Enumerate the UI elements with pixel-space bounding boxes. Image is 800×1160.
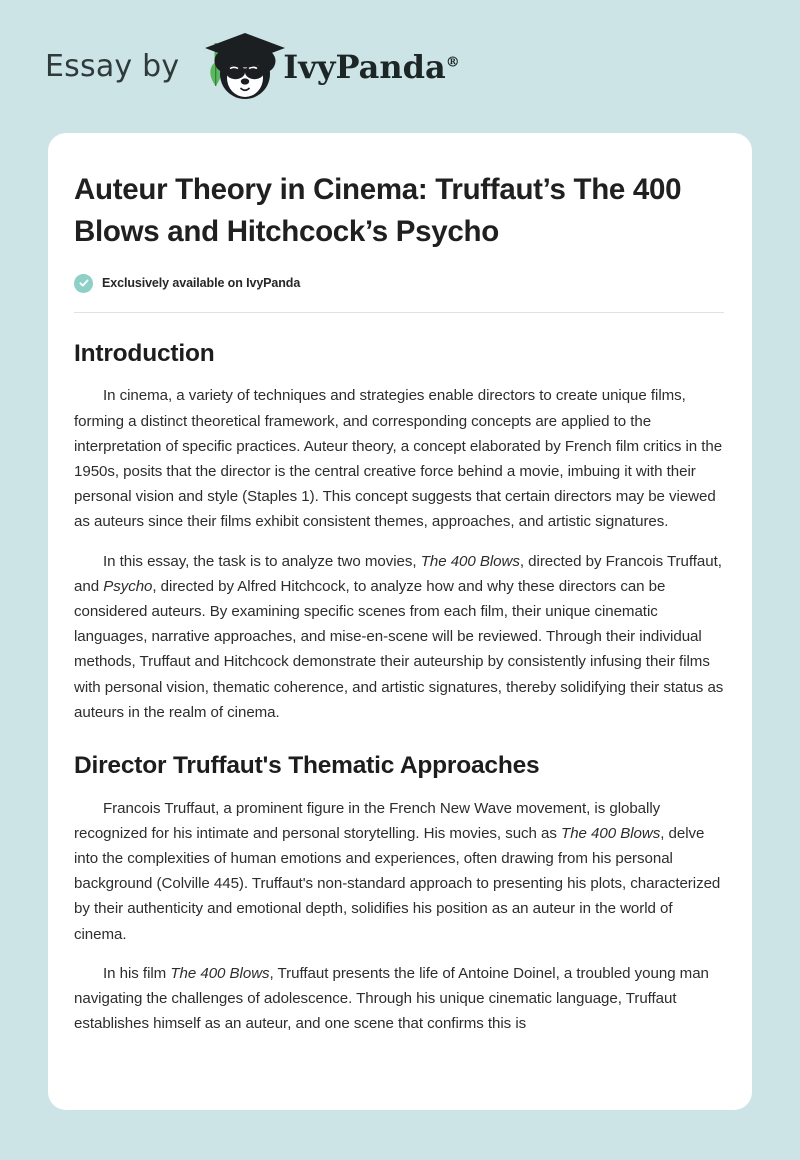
section-heading-director-truffauts-thematic-approaches: Director Truffaut's Thematic Approaches	[74, 752, 540, 780]
brand-header	[0, 0, 800, 133]
check-circle-icon	[74, 274, 93, 293]
title-divider	[74, 312, 724, 313]
ivypanda-wordmark	[283, 47, 460, 86]
status-badge: Exclusively available on IvyPanda	[102, 276, 301, 291]
paragraph	[74, 961, 724, 1037]
text-run: , directed by Francois Truffaut, and	[74, 552, 722, 595]
section-heading-introduction: Introduction	[74, 339, 215, 367]
paragraph	[74, 549, 724, 725]
ivypanda-logo-link[interactable]	[193, 28, 459, 106]
text-run: Francois Truffaut, a prominent figure in the French New Wave movement, is globally recognized for his intimate and personal storytelling. His movies, such as	[74, 799, 661, 842]
text-run: , Truffaut presents the life of Antoine Doinel, a troubled young man navigating the challenges of adolescence. Through his unique cinematic language, Truffaut establishes himself as an auteur, and one scene that confirms this is	[74, 964, 709, 1033]
text-run: In his film	[103, 964, 171, 982]
italic-title-run: Psycho	[103, 577, 153, 595]
text-run: , delve into the complexities of human emotions and experiences, often drawing from his personal background (Colville 445). Truffaut's non-standard approach to presenting his plots, characterized by their authenticity and emotional depth, solidifies his position as an auteur in the world of cinema.	[74, 824, 721, 943]
paragraph	[74, 796, 724, 947]
italic-title-run: The 400 Blows	[170, 964, 270, 982]
panda-graduate-logo-icon	[193, 28, 289, 106]
essay-card	[48, 133, 752, 1110]
essay-by-label: Essay by	[45, 48, 180, 84]
text-run: , directed by Alfred Hitchcock, to analyze how and why these directors can be considered auteurs. By examining specific scenes from each film, their unique cinematic languages, narrative approaches, and mise-en-scene will be reviewed. Through their individual methods, Truffaut and Hitchcock demonstrate their auteurship by consistently infusing their films with personal vision, thematic coherence, and artistic signatures, thereby solidifying their status as auteurs in the realm of cinema.	[74, 577, 724, 721]
registered-trademark-icon: ®	[445, 53, 460, 70]
paragraph	[74, 383, 724, 534]
text-run: In cinema, a variety of techniques and strategies enable directors to create unique films, forming a distinct theoretical framework, and corresponding concepts are applied to the interpretation of specific practices. Auteur theory, a concept elaborated by French film critics in the 1950s, posits that the director is the central creative force behind a movie, imbuing it with their personal vision and style (Staples 1). This concept suggests that certain directors may be viewed as auteurs since their films exhibit consistent themes, approaches, and artistic signatures.	[74, 387, 723, 531]
italic-title-run: The 400 Blows	[420, 552, 520, 570]
page-title: Auteur Theory in Cinema: Truffaut’s The 400 Blows and Hitchcock’s Psycho	[74, 173, 682, 248]
italic-title-run: The 400 Blows	[561, 824, 661, 842]
exclusive-availability-badge	[74, 274, 724, 293]
text-run: In this essay, the task is to analyze two movies,	[103, 552, 421, 570]
brand-name-text: IvyPanda	[283, 47, 446, 86]
